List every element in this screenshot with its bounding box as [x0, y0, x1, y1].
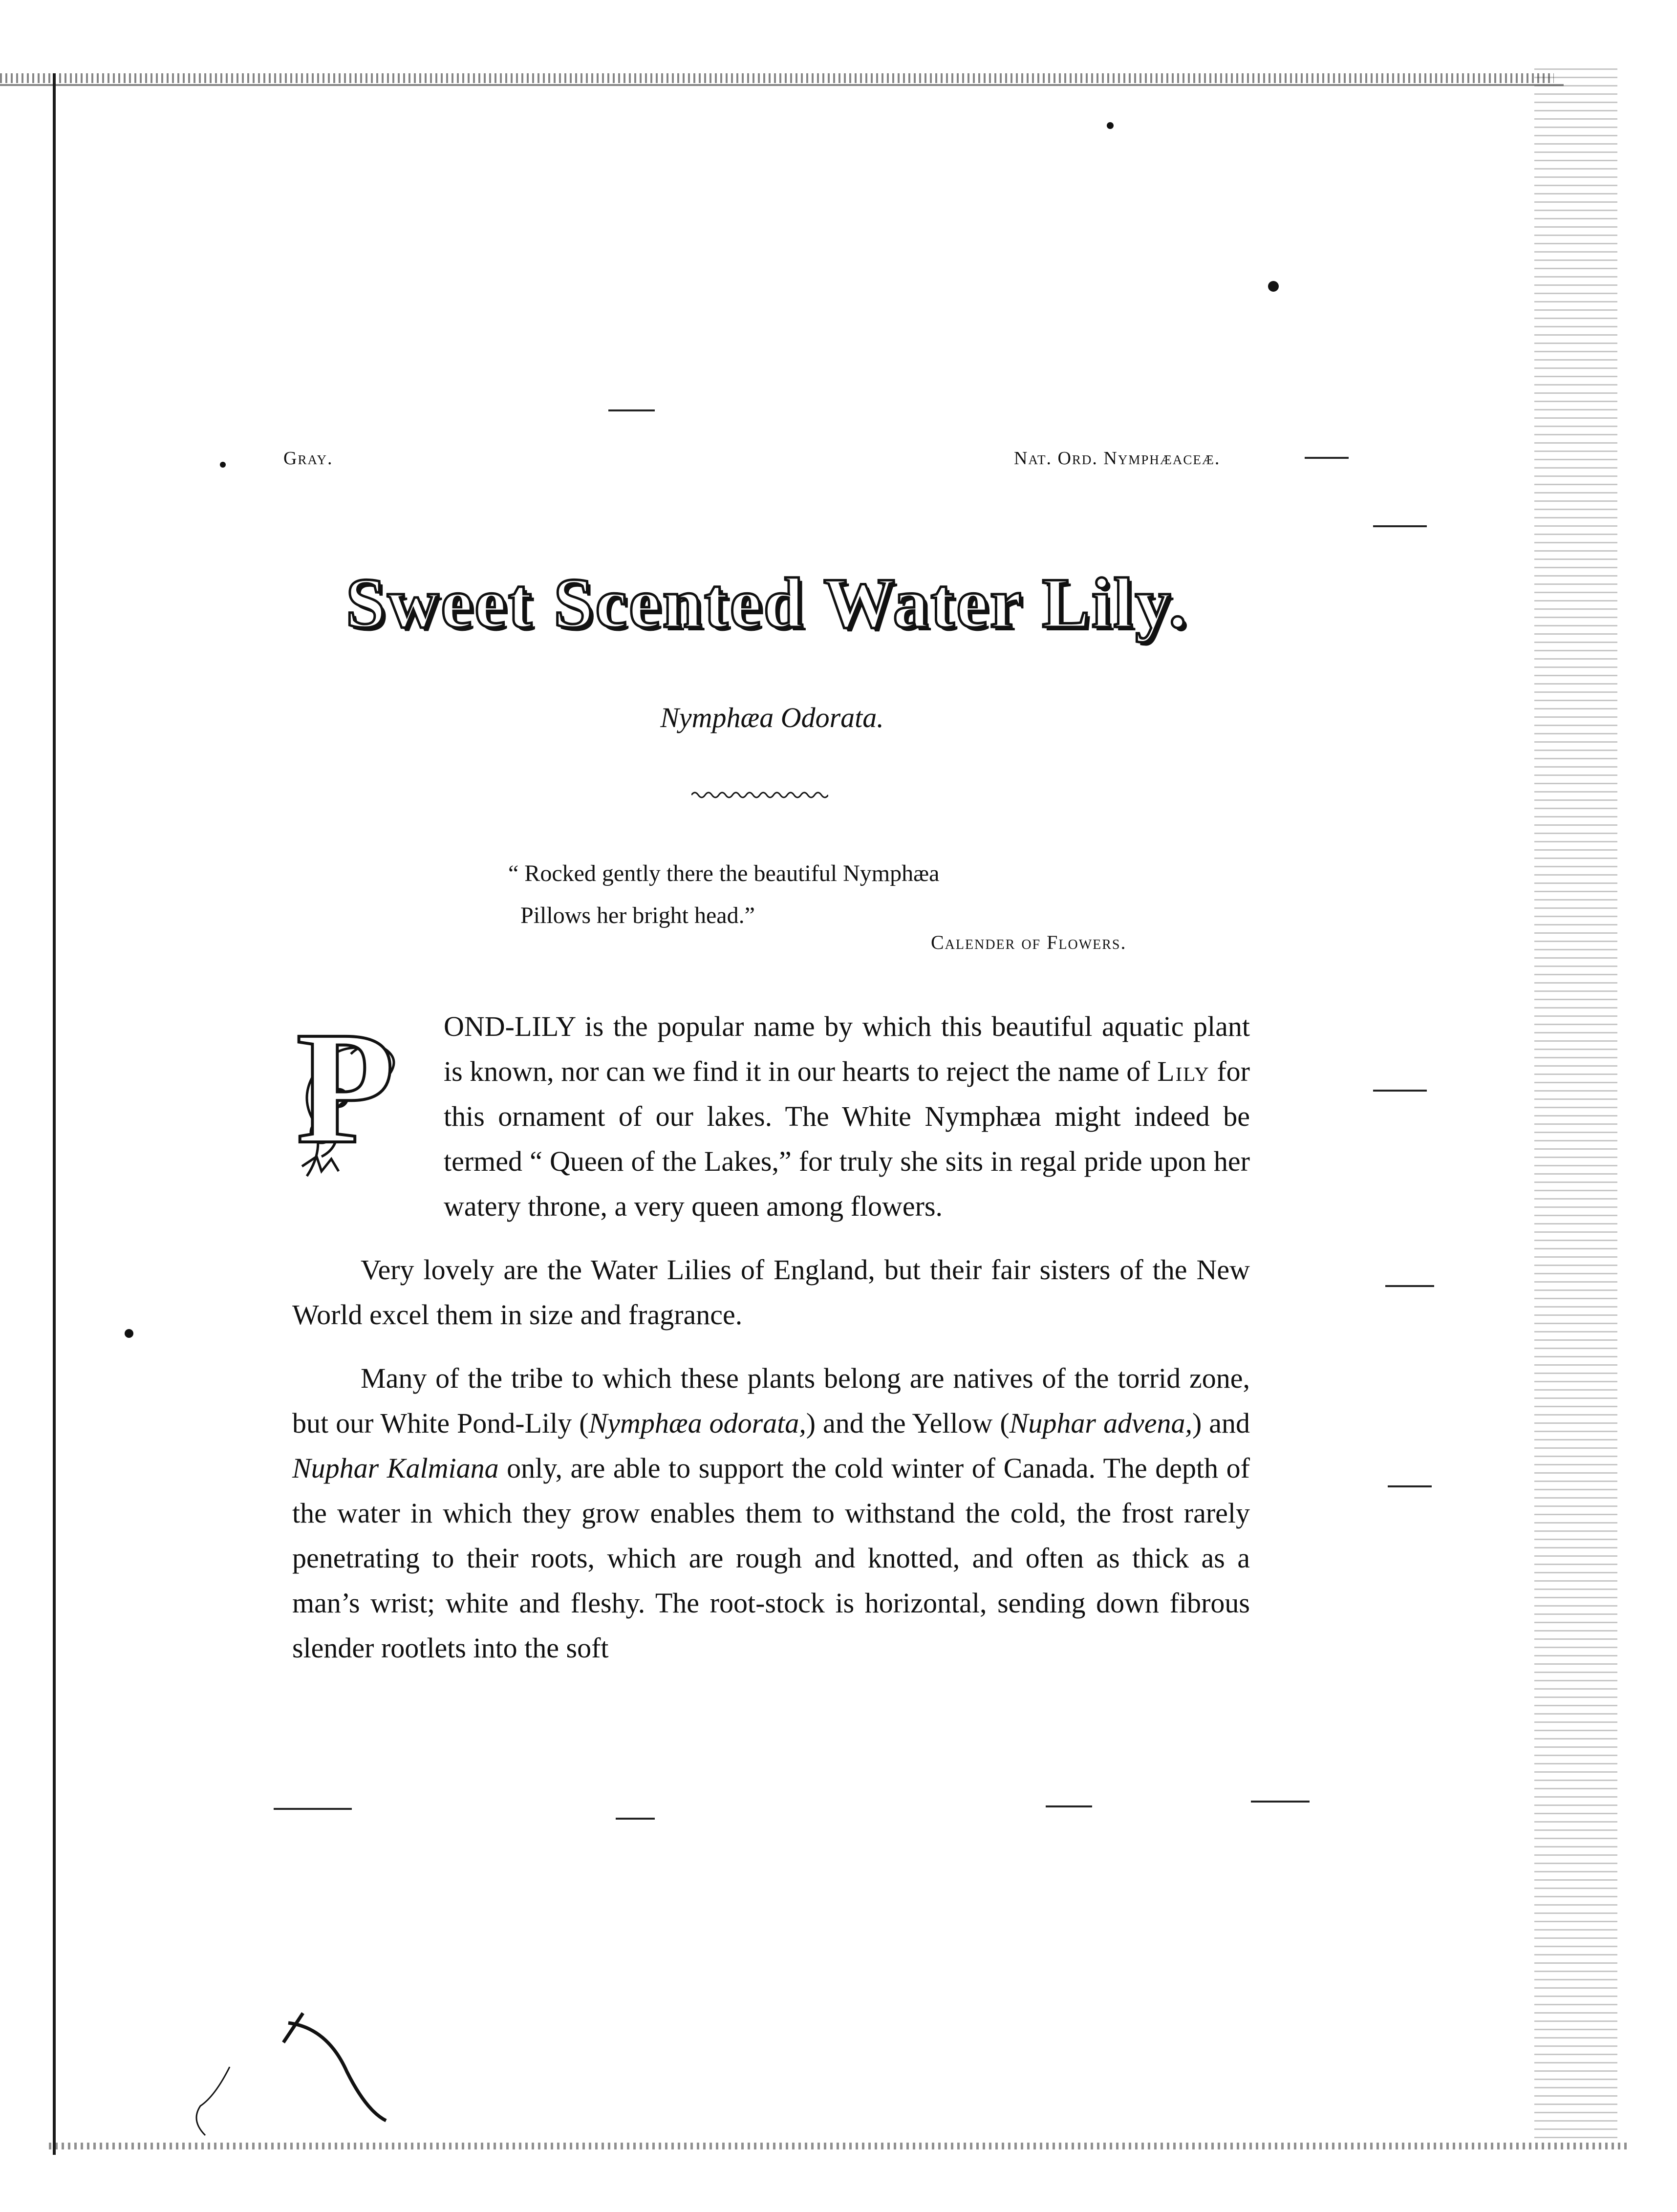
scan-speck — [1268, 281, 1279, 292]
scan-speck — [125, 1329, 133, 1338]
scan-dash — [1046, 1805, 1092, 1807]
lily-smallcaps: Lily — [1157, 1055, 1210, 1087]
scan-dash — [274, 1808, 352, 1810]
top-border-line — [0, 84, 1564, 86]
botanical-name: Nymphæa Odorata. — [660, 702, 884, 733]
scan-dash — [1385, 1285, 1434, 1287]
top-border-rule — [0, 73, 1554, 83]
epigraph — [508, 853, 939, 937]
paragraph-text: only, are able to support the cold winter of Canada. The depth of the water in which they grow enables them to withstand the cold, the frost rarely penetrating to their roots, which are rough and knotted, and often as thick as a man’s wrist; white and fleshy. The root-stock is horizontal, sending down fibrous slender rootlets into the soft — [292, 1452, 1250, 1664]
wavy-ornament — [691, 789, 828, 801]
paragraph-text: ) and — [1192, 1407, 1250, 1439]
ink-scribble — [161, 2003, 435, 2150]
scan-dash — [1373, 1090, 1427, 1092]
scan-speck — [1107, 122, 1114, 129]
dropcap-letter: P — [296, 999, 395, 1177]
epigraph-line: “ Rocked gently there the beautiful Nymphæa — [508, 860, 940, 886]
scan-speck — [220, 462, 226, 468]
body-text — [292, 999, 1250, 1671]
header-natural-order: Nat. Ord. Nymphæaceæ. — [1014, 448, 1221, 469]
paragraph — [292, 999, 1250, 1229]
scan-dash — [608, 409, 655, 411]
ornamental-dropcap — [292, 999, 434, 1186]
scan-dash — [1373, 525, 1427, 527]
scan-dash — [1305, 457, 1349, 459]
italic-name: Nymphæa odorata, — [588, 1407, 806, 1439]
scan-dash — [616, 1818, 655, 1820]
header-author: Gray. — [283, 448, 333, 469]
scan-dash — [1251, 1801, 1310, 1803]
paragraph — [292, 1356, 1250, 1671]
right-edge-noise — [1534, 68, 1617, 2140]
page-title: Sweet Scented Water Lily. — [345, 563, 1189, 643]
paragraph: Very lovely are the Water Lilies of England, but their fair sisters of the New World excel them in size and fragrance. — [292, 1254, 1250, 1331]
paragraph-text: OND-LILY is the popular name by which this beautiful aquatic plant is known, nor can we find it in our hearts to reject the name of — [444, 1010, 1250, 1087]
epigraph-attribution: Calender of Flowers. — [931, 931, 1127, 953]
paragraph-text: ) and the Yellow ( — [806, 1407, 1010, 1439]
scan-dash — [1388, 1485, 1432, 1487]
italic-name: Nuphar Kalmiana — [292, 1452, 499, 1484]
epigraph-line: Pillows her bright head.” — [520, 902, 755, 928]
paragraph-text: for this ornament of our lakes. The White Nymphæa might indeed be termed “ Queen of the Lakes,” for truly she sits in regal pride upon her watery throne, a very queen among flowers. — [444, 1055, 1250, 1222]
left-border-rule — [53, 73, 56, 2155]
paragraph-text: Many of the tribe to which these plants belong are natives of the torrid zone, but our White Pond-Lily ( — [292, 1362, 1250, 1439]
italic-name: Nuphar advena, — [1009, 1407, 1192, 1439]
